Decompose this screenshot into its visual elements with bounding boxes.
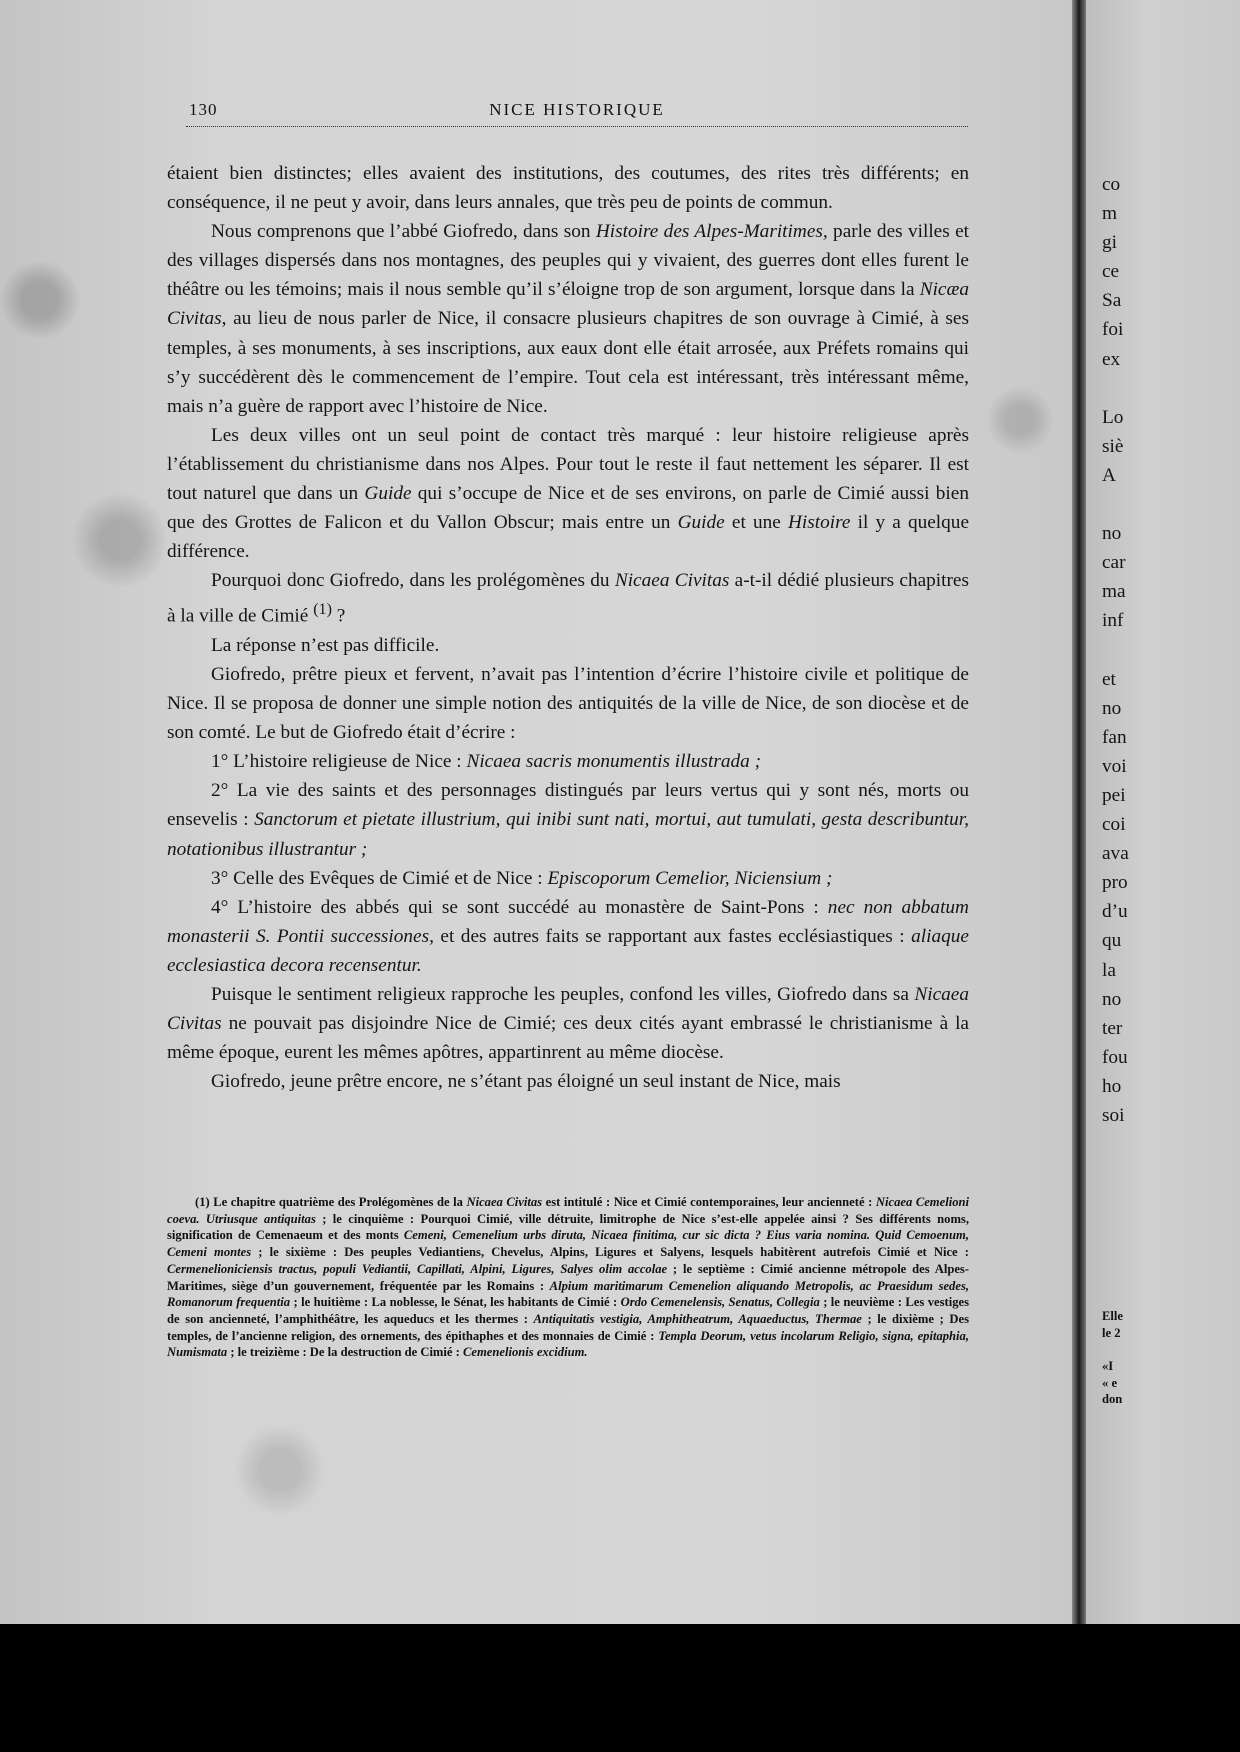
facing-line-15: ma: [1102, 581, 1126, 603]
paragraph-12: Giofredo, jeune prêtre encore, ne s’étant pas éloigné un seul instant de Nice, mais: [211, 1071, 841, 1093]
facing-line-30: ter: [1102, 1017, 1123, 1039]
facing-line-5: Sa: [1102, 290, 1122, 312]
facing-note-5: « e: [1102, 1375, 1118, 1390]
footnote-text: (1) Le chapitre quatrième des Prolégomènes de la Nicaea Civitas est intitulé : Nice et Cimié contemporaines, leur ancienneté : Nicaea Cemelioni coeva. Utriusque antiquitas ; le cinquième : Pourquoi Cimié, ville détruite, limitrophe de Nice s’est-elle appelée ainsi ? Ses différents noms, signification de Cemenaeum et des monts Cemeni, Cemenelium urbs diruta, Nicaea finitima, cur sic dicta ? Eius varia nomina. Quid Cemoenum, Cemeni montes ; le sixième : Des peuples Vediantiens, Chevelus, Alpins, Ligures et Salyens, lesquels habitèrent autrefois Cimié et Nice : Cermenelioniciensis tractus, populi Vediantii, Capillati, Alpini, Ligures, Salyes olim accolae ; le septième : Cimié ancienne métropole des Alpes-Maritimes, siège d’un gouvernement, fréquentée par les Romains : Alpium maritimarum Cemenelion aliquando Metropolis, ac Praesidum sedes, Romanorum frequentia ; le huitième : La noblesse, le Sénat, les habitants de Cimié : Ordo Cemenelensis, Senatus, Collegia ; le neuvième : Les vestiges de son ancienneté, l’amphithéâtre, les aqueducs et les thermes : Antiquitatis vestigia, Amphitheatrum, Aquaeductus, Thermae ; le dixième ; Des temples, de l’ancienne religion, des ornements, des épithaphes et des monnaies de Cimié : Templa Deorum, vetus incolarum Religio, signa, epitaphia, Numismata ; le treizième : De la destruction de Cimié : Cemenelionis excidium.: [167, 1195, 970, 1360]
facing-line-14: car: [1102, 552, 1126, 574]
paragraph-8: 2° La vie des saints et des personnages distingués par leurs vertus qui y sont nés, morts ou ensevelis : Sanctorum et pietate illustrium, qui inibi sunt nati, mortui, aut tumulati, gesta describuntur, notationibus illustrantur ;: [167, 780, 969, 860]
facing-line-25: pro: [1102, 872, 1128, 894]
facing-page-fragment: [1086, 0, 1240, 1624]
paragraph-11: Puisque le sentiment religieux rapproche les peuples, confond les villes, Giofredo dans sa Nicaea Civitas ne pouvait pas disjoindre Nice de Cimié; ces deux cités ayant embrassé le christianisme à la même époque, eurent les mêmes apôtres, appartinrent au même diocèse.: [167, 984, 969, 1064]
facing-line-13: no: [1102, 523, 1122, 545]
paragraph-1: étaient bien distinctes; elles avaient des institutions, des coutumes, des rites très différents; en conséquence, il ne peut y avoir, dans leurs annales, que très peu de points de commun.: [167, 163, 969, 214]
facing-line-27: qu: [1102, 930, 1122, 952]
facing-line-12: [1102, 490, 1240, 519]
scan-background: [0, 1624, 1240, 1752]
facing-note-2: le 2: [1102, 1325, 1121, 1340]
facing-line-24: ava: [1102, 843, 1129, 865]
facing-line-1: co: [1102, 174, 1121, 195]
facing-line-21: voi: [1102, 755, 1127, 777]
facing-line-29: no: [1102, 988, 1122, 1010]
facing-line-2: m: [1102, 203, 1117, 225]
facing-line-17: [1102, 636, 1240, 665]
footnote: [167, 1194, 969, 1361]
facing-page-notes: [1102, 1308, 1240, 1408]
facing-line-28: la: [1102, 959, 1116, 981]
facing-line-10: siè: [1102, 435, 1124, 457]
facing-line-6: foi: [1102, 319, 1124, 341]
facing-line-19: no: [1102, 697, 1122, 719]
paragraph-3: Les deux villes ont un seul point de contact très marqué : leur histoire religieuse après l’établissement du christianisme dans nos Alpes. Pour tout le reste il faut nettement les séparer. Il est tout naturel que dans un Guide qui s’occupe de Nice et de ses environs, on parle de Cimié aussi bien que des Grottes de Falicon et du Vallon Obscur; mais entre un Guide et une Histoire il y a quelque différence.: [167, 424, 970, 563]
facing-line-26: d’u: [1102, 901, 1128, 923]
paragraph-9: 3° Celle des Evêques de Cimié et de Nice : Episcoporum Cemelior, Niciensium ;: [211, 867, 833, 889]
facing-line-4: ce: [1102, 261, 1120, 283]
facing-line-3: gi: [1102, 232, 1117, 254]
paragraph-7: 1° L’histoire religieuse de Nice : Nicaea sacris monumentis illustrada ;: [211, 751, 762, 773]
paragraph-5: La réponse n’est pas difficile.: [211, 634, 440, 656]
facing-line-20: fan: [1102, 726, 1127, 748]
paragraph-6: Giofredo, prêtre pieux et fervent, n’avait pas l’intention d’écrire l’histoire civile et politique de Nice. Il se proposa de donner une simple notion des antiquités de la ville de Nice, de son diocèse et de son comté. Le but de Giofredo était d’écrire :: [167, 664, 969, 744]
paragraph-4: Pourquoi donc Giofredo, dans les prolégomènes du Nicaea Civitas a-t-il dédié plusieurs chapitres à la ville de Cimié $^{(1)}$ ?: [167, 570, 969, 627]
facing-line-7: ex: [1102, 348, 1121, 370]
facing-note-6: don: [1102, 1392, 1123, 1407]
running-title: NICE HISTORIQUE: [489, 100, 665, 119]
facing-line-9: Lo: [1102, 406, 1124, 428]
page-number: 130: [189, 100, 218, 119]
facing-line-33: soi: [1102, 1105, 1125, 1126]
running-head: [186, 96, 968, 127]
facing-line-31: fou: [1102, 1046, 1128, 1068]
facing-page-text: [1102, 170, 1240, 1130]
facing-line-32: ho: [1102, 1075, 1122, 1097]
facing-note-4: «I: [1102, 1359, 1114, 1374]
paragraph-2: Nous comprenons que l’abbé Giofredo, dans son Histoire des Alpes-Maritimes, parle des villes et des villages dispersés dans nos montagnes, des peuples qui y vivaient, des guerres dont elles furent le théâtre ou les témoins; mais il nous semble qu’il s’éloigne trop de son argument, lorsque dans la Nicæa Civitas, au lieu de nous parler de Nice, il consacre plusieurs chapitres de son ouvrage à Cimié, à ses temples, à ses monuments, à ses inscriptions, aux eaux dont elle était arrosée, aux Préfets romains qui s’y succédèrent dès le commencement de l’empire. Tout cela est intéressant, très intéressant même, mais n’a guère de rapport avec l’histoire de Nice.: [167, 221, 969, 417]
facing-line-23: coi: [1102, 814, 1126, 836]
paragraph-10: 4° L’histoire des abbés qui se sont succédé au monastère de Saint-Pons : nec non abbatum monasterii S. Pontii successiones, et des autres faits se rapportant aux fastes ecclésiastiques : aliaque ecclesiastica decora recensentur.: [167, 896, 969, 976]
facing-note-3: [1102, 1341, 1240, 1358]
facing-line-16: inf: [1102, 610, 1124, 632]
facing-note-1: Elle: [1102, 1309, 1123, 1323]
facing-line-11: A: [1102, 464, 1116, 486]
book-gutter: [1072, 0, 1086, 1624]
facing-line-8: [1102, 374, 1240, 403]
facing-line-18: et: [1102, 668, 1116, 690]
main-text: [167, 159, 969, 1096]
facing-line-22: pei: [1102, 784, 1126, 806]
